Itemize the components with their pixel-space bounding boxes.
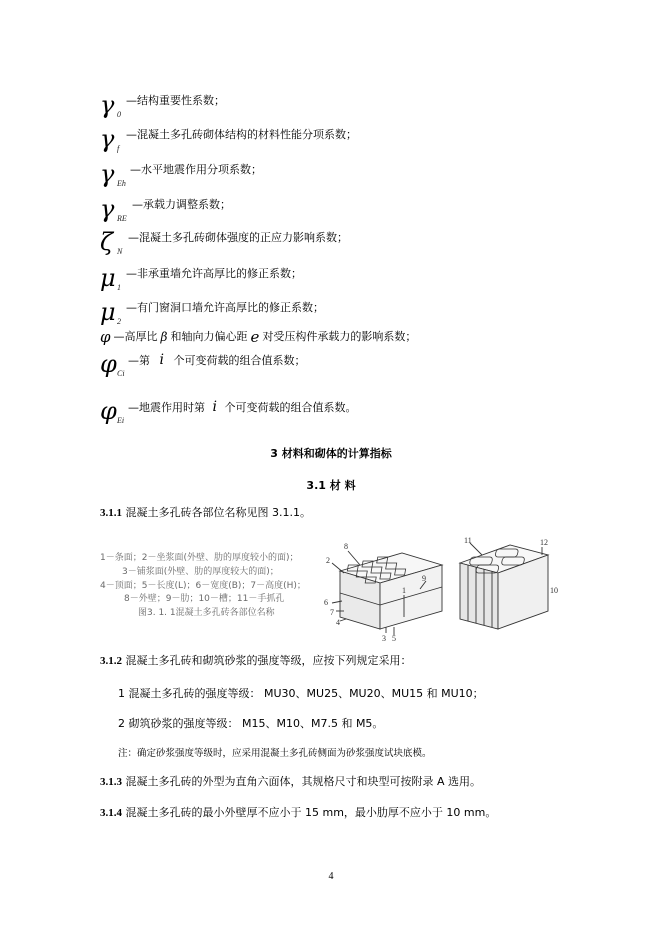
note: 注：确定砂浆强度等级时，应采用混凝土多孔砖侧面为砂浆强度试块底模。 [118,748,432,759]
chapter-title: 3 材料和砌体的计算指标 [270,447,392,460]
symbol-row-psi-ei [100,398,356,428]
list-item-2: 2 砌筑砂浆的强度等级： M15、M10、M7.5 和 M5。 [118,717,384,730]
symbol-row-zeta-n [100,229,348,259]
legend-line: 1－条面；2－坐浆面(外壁、肋的厚度较小的面)； [100,553,299,563]
symbol-subscript: RE [117,214,127,223]
symbol-subscript: Ci [117,369,125,378]
paragraph-3-1-2 [100,654,412,668]
clause-number: 3.1.2 [100,655,122,667]
symbol-definition: —非承重墙允许高厚比的修正系数； [126,267,302,280]
symbol-glyph: φ [100,350,117,378]
symbol-definition: —水平地震作用分项系数； [130,163,262,176]
legend-line: 8－外壁；9－肋；10－槽；11－手抓孔 [124,594,285,605]
callout-6: 6 [324,598,328,607]
psi-ei-text-2: 个可变荷载的组合值系数。 [224,401,357,414]
phi-text-3: 对受压构件承载力的影响系数； [262,330,417,343]
symbol-row-gamma-eh [100,161,262,191]
callout-11: 11 [464,536,472,545]
symbol-row-gamma-re [100,196,231,226]
phi-definition-line [100,329,416,345]
psi-ei-text-1: —地震作用时第 [128,401,205,414]
symbol-glyph: ζ [100,228,114,256]
clause-number: 3.1.3 [100,776,122,788]
callout-4: 4 [336,618,340,627]
symbol-subscript: Eh [117,179,126,188]
clause-text: 混凝土多孔砖的最小外壁厚不应小于 15 mm，最小肋厚不应小于 10 mm。 [125,806,497,819]
callout-7: 7 [330,608,334,617]
figure-brick-drawing [310,533,560,643]
symbol-psi-ei [100,398,128,428]
psi-ci-text-1: —第 [128,354,150,367]
callout-8: 8 [344,542,348,551]
symbol-subscript: 0 [117,110,121,119]
phi-symbol: φ [100,328,111,346]
symbol-definition: —有门窗洞口墙允许高厚比的修正系数； [126,301,324,314]
symbol-subscript: 1 [117,283,121,292]
symbol-glyph: μ [100,264,116,292]
symbol-mu-1 [100,265,126,295]
figure-legend [100,552,320,621]
legend-line: 3－铺浆面(外壁、肋的厚度较大的面)； [122,566,279,577]
symbol-row-psi-ci [100,351,305,381]
symbol-gamma-f [100,126,126,156]
figure-caption: 图3. 1. 1混凝土多孔砖各部位名称 [138,608,275,619]
symbol-glyph: μ [100,298,116,326]
phi-text-1: —高厚比 [113,330,158,343]
clause-text: 混凝土多孔砖的外型为直角六面体，其规格尺寸和块型可按附录 A 选用。 [125,775,482,788]
list-item-1: 1 混凝土多孔砖的强度等级： MU30、MU25、MU20、MU15 和 MU10； [118,687,484,700]
i-symbol: i [212,399,217,415]
symbol-gamma-0 [100,92,126,122]
symbol-glyph: φ [100,397,117,425]
symbol-psi-ci [100,351,128,381]
symbol-mu-2 [100,299,126,329]
callout-10: 10 [550,586,558,595]
symbol-definition: —承载力调整系数； [132,198,231,211]
clause-text: 混凝土多孔砖和砌筑砂浆的强度等级，应按下列规定采用： [125,654,412,667]
symbol-subscript: 2 [117,317,121,326]
paragraph-3-1-3 [100,775,481,789]
i-symbol: i [159,352,164,368]
page-number: 4 [328,871,334,882]
callout-9: 9 [422,574,426,583]
callout-2: 2 [326,556,330,565]
symbol-row-gamma-f [100,126,357,156]
callout-3: 3 [382,634,386,643]
clause-text: 混凝土多孔砖各部位名称见图 3.1.1。 [125,506,311,519]
symbol-glyph: γ [100,125,115,153]
symbol-gamma-re [100,196,132,226]
clause-number: 3.1.4 [100,807,122,819]
clause-number: 3.1.1 [100,507,122,519]
symbol-zeta-n [100,229,128,259]
symbol-glyph: γ [100,160,115,188]
symbol-definition: —混凝土多孔砖砌体强度的正应力影响系数； [128,231,348,244]
symbol-definition: —结构重要性系数； [126,94,225,107]
paragraph-3-1-4 [100,806,496,820]
beta-symbol: β [160,330,168,344]
symbol-definition: —混凝土多孔砖砌体结构的材料性能分项系数； [126,128,357,141]
symbol-definition [128,398,356,415]
symbol-row-gamma-0 [100,92,225,122]
symbol-definition [128,351,305,368]
phi-text-2: 和轴向力偏心距 [170,330,248,343]
legend-line: 4－顶面；5－长度(L)；6－宽度(B)；7－高度(H)； [100,580,306,591]
section-title: 3.1 材 料 [306,479,356,492]
symbol-glyph: γ [100,195,115,223]
e-symbol: e [250,328,260,346]
symbol-row-mu-2 [100,299,324,329]
symbol-subscript: Ei [117,416,125,425]
callout-5: 5 [392,634,396,643]
symbol-row-mu-1 [100,265,302,295]
symbol-glyph: γ [100,91,115,119]
symbol-subscript: N [117,247,123,256]
paragraph-3-1-1 [100,506,311,520]
callout-1: 1 [402,586,406,595]
psi-ci-text-2: 个可变荷载的组合值系数； [173,354,306,367]
callout-12: 12 [540,538,548,547]
symbol-gamma-eh [100,161,130,191]
symbol-subscript: f [117,144,120,153]
